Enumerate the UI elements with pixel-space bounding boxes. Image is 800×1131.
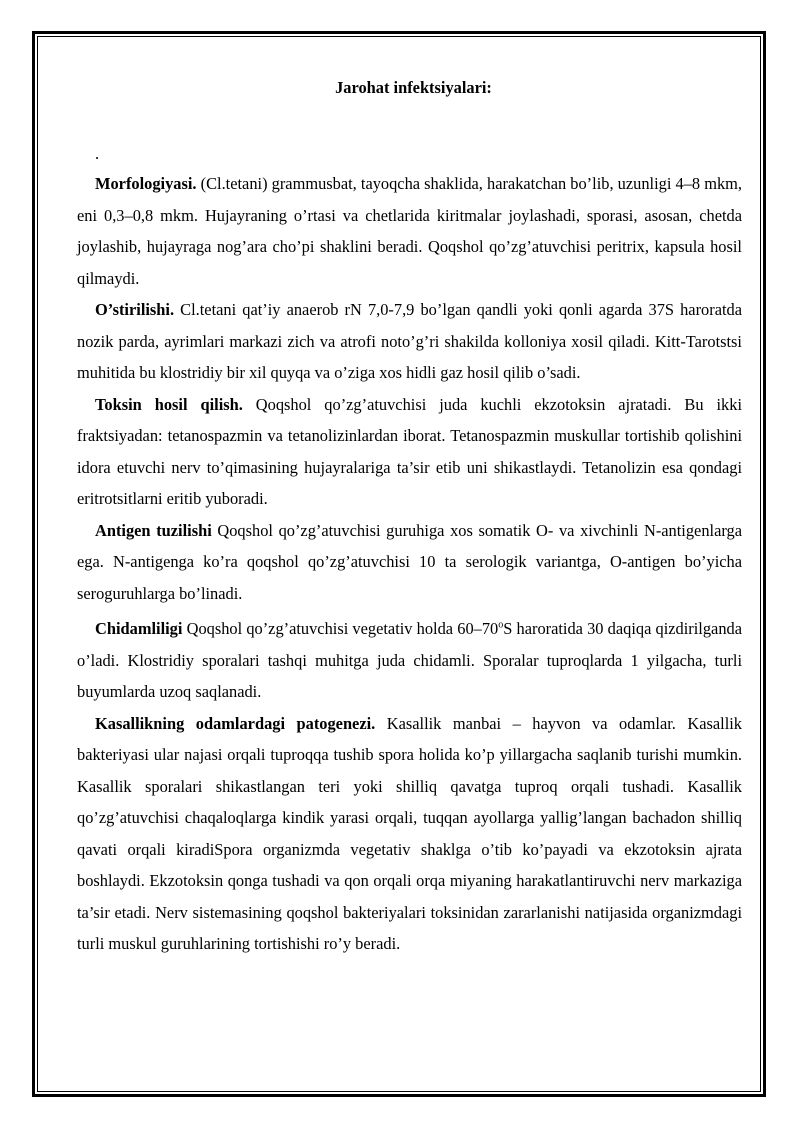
paragraph-morphology <box>77 168 742 294</box>
document-title: Jarohat infektsiyalari: <box>335 78 492 97</box>
paragraph-heading: Chidamliligi <box>95 619 183 638</box>
paragraph-pathogenesis <box>77 708 742 960</box>
paragraph-text: S haroratida 30 daqiqa qizdirilganda o’ladi. Klostridiy sporalari tashqi muhitga juda chidamli. Sporalar tuproqlarda 1 yilgacha, turli buyumlarda uzoq saqlanadi. <box>77 619 742 701</box>
paragraph-heading: Toksin hosil qilish. <box>95 394 243 414</box>
degree-superscript: o <box>498 619 504 631</box>
paragraph-text: Qoqshol qo’zg’atuvchisi guruhiga xos somatik O- va xivchinli N-antigenlarga ega. N-antigenga ko’ra qoqshol qo’zg’atuvchisi 10 ta serologik variantga, O-antigen bo’yicha seroguruhlarga bo’linadi. <box>77 520 742 603</box>
paragraph-text: (Cl.tetani) grammusbat, tayoqcha shaklida, harakatchan bo’lib, uzunligi 4–8 mkm, eni 0,3–0,8 mkm. Hujayraning o’rtasi va chetlarida kiritmalar joylashadi, sporasi, asosan, chetda joylashib, hujayraga nog’ara cho’pi shaklini beradi. Qoqshol qo’zg’atuvchisi peritrix, kapsula hosil qilmaydi. <box>77 174 742 288</box>
paragraph-heading: Antigen tuzilishi <box>95 520 212 540</box>
paragraph-cultivation <box>77 294 742 389</box>
paragraph-text: Qoqshol qo’zg’atuvchisi vegetativ holda 60–70 <box>182 619 499 638</box>
paragraph-text: Cl.tetani qat’iy anaerob rN 7,0-7,9 bo’lgan qandli yoki qonli agarda 37S haroratda nozik parda, ayrimlari markazi zich va atrofi noto’g’ri shakilda kolloniya xosil qiladi. Kitt-Tarotstsi muhitida bu klostridiy bir xil quyqa va o’ziga xos hidli gaz hosil qilib o’sadi. <box>77 300 742 382</box>
paragraph-toxin <box>77 389 742 515</box>
paragraph-heading: O’stirilishi. <box>95 300 175 319</box>
paragraph-text: Kasallik manbai – hayvon va odamlar. Kasallik bakteriyasi ular najasi orqali tuproqqa tushib spora holida ko’p yillargacha saqlanib turishi mumkin. Kasallik sporalari shikastlangan teri yoki shilliq qavatga tuproq orqali tushadi. Kasallik qo’zg’atuvchisi chaqaloqlarga kindik yarasi orqali, tuqqan ayollarga yallig’langan bachadon shilliq qavati orqali kiradiSpora organizmda vegetativ shaklga o’tib ko’payadi va ekzotoksin ajrata boshlaydi. Ekzotoksin qonga tushadi va qon orqali orqa miyaning harakatlantiruvchi nerv markaziga ta’sir etadi. Nerv sistemasining qoqshol bakteriyalari toksinidan zararlanishi natijasida organizmdagi turli muskul guruhlarining tortishishi ro’y beradi. <box>77 713 743 953</box>
paragraph-heading: Morfologiyasi. <box>95 174 197 193</box>
paragraph-resistance <box>77 613 742 708</box>
document-body <box>77 76 742 960</box>
paragraph-antigen <box>77 515 742 610</box>
paragraph-heading: Kasallikning odamlardagi patogenezi. <box>95 713 376 733</box>
paragraph-text: Qoqshol qo’zg’atuvchisi juda kuchli ekzotoksin ajratadi. Bu ikki fraktsiyadan: tetanospazmin va tetanolizinlardan iborat. Tetanospazmin muskullar tortishib qolishini idora etuvchi nerv to’qimasining hujayralariga ta’sir etib uni shikastlaydi. Tetanolizin esa qondagi eritrotsitlarni eritib yuboradi. <box>77 394 742 508</box>
list-marker: . <box>95 144 100 163</box>
